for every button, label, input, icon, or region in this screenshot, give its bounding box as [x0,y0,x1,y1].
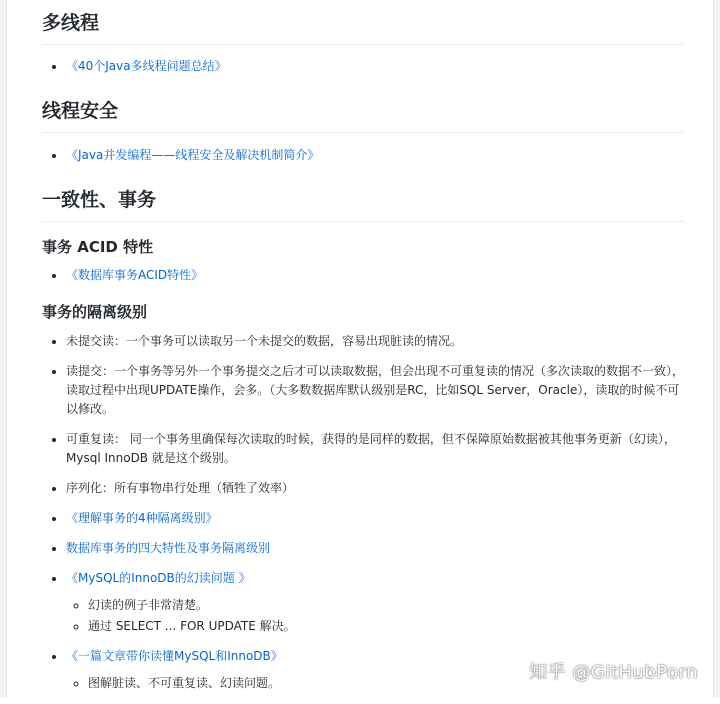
list-item: • 可重复读： 同一个事务里确保每次读取的时候，获得的是同样的数据，但不保障原始数据被其他事务更新（幻读），Mysql InnoDB 就是这个级别。 [66,430,684,468]
link-java-concurrency[interactable]: 《Java并发编程——线程安全及解决机制简介》 [66,148,320,162]
thread-safety-list [42,146,684,165]
list-item: • 读提交：一个事务等另外一个事务提交之后才可以读取数据，但会出现不可重复读的情况（多次读取的数据不一致），读取过程中出现UPDATE操作，会多。（大多数数据库默认级别是RC，比如SQL Server，Oracle），读取的时候不可以修改。 [66,362,684,419]
link-mysql-innodb-article[interactable]: 《一篇文章带你读懂MySQL和InnoDB》 [66,649,283,663]
isolation-list [42,332,684,693]
multithread-list [42,57,684,76]
list-item [66,57,684,76]
link-40-java-multithread[interactable]: 《40个Java多线程问题总结》 [66,59,227,73]
right-frame-edge [713,0,720,698]
list-item [66,146,684,165]
list-item: • 序列化：所有事物串行处理（牺牲了效率） [66,479,684,498]
sub-list-item: ◦ 通过 SELECT ... FOR UPDATE 解决。 [88,617,684,636]
acid-list [42,266,684,285]
list-item: • 未提交读：一个事务可以读取另一个未提交的数据，容易出现脏读的情况。 [66,332,684,351]
link-four-isolation-levels[interactable]: 《理解事务的4种隔离级别》 [66,511,218,525]
innodb-notes-list [66,596,684,636]
sub-list-item: ◦ 图解脏读、不可重复读、幻读问题。 [88,674,684,693]
left-frame-edge [0,0,7,698]
link-innodb-phantom[interactable]: 《MySQL的InnoDB的幻读问题 》 [66,571,251,585]
heading-isolation: 事务的隔离级别 [42,303,148,321]
sub-list-item: ◦ 幻读的例子非常清楚。 [88,596,684,615]
link-four-properties[interactable]: 数据库事务的四大特性及事务隔离级别 [66,541,271,555]
list-item [66,266,684,285]
heading-multithread: 多线程 [42,0,684,45]
list-item [66,509,684,528]
list-item [66,539,684,558]
link-db-acid[interactable]: 《数据库事务ACID特性》 [66,268,204,282]
heading-acid: 事务 ACID 特性 [42,238,154,256]
heading-thread-safety: 线程安全 [42,88,684,133]
zhihu-watermark: 知乎 @GitHubPorn [529,662,698,683]
article-content [42,0,684,704]
list-item [66,569,684,636]
heading-consistency: 一致性、事务 [42,177,684,222]
